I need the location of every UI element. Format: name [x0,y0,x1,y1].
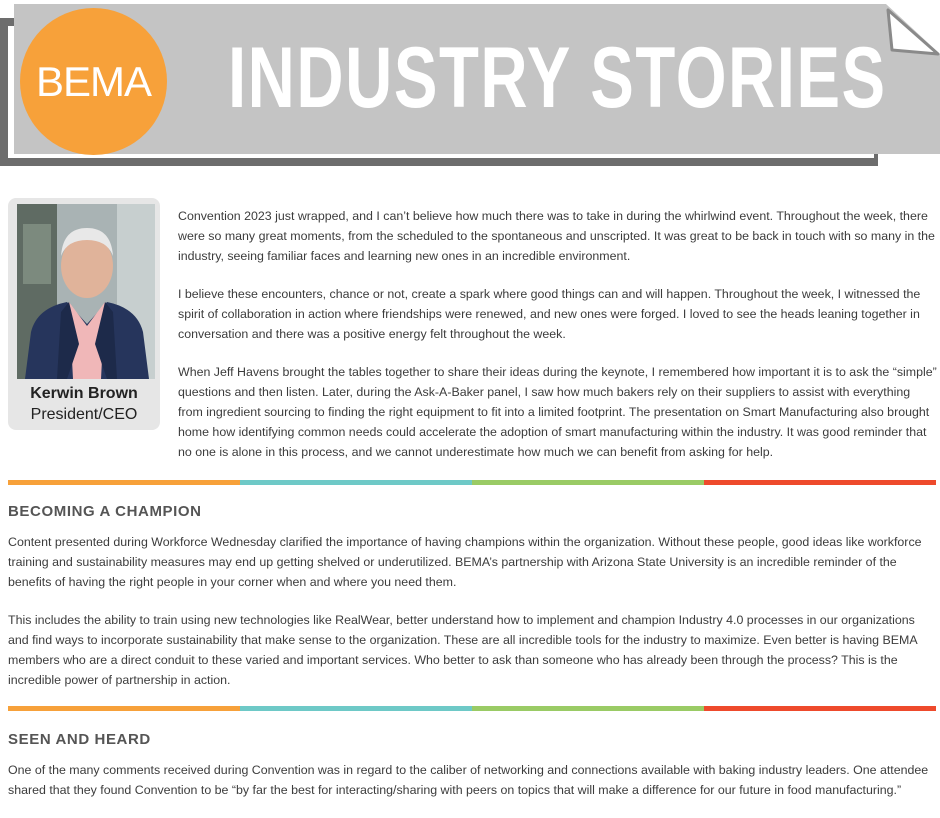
intro-paragraph: Convention 2023 just wrapped, and I can’t believe how much there was to take in during the whirlwind event. Throughout the week, there were so many great moments, from the scheduled to the spontaneous and unscripted. It was great to be back in touch with so many in the industry, seeing familiar faces and learning new ones in an incredible environment. [178,209,935,263]
section-body [8,532,936,708]
section-paragraph: Content presented during Workforce Wednesday clarified the importance of having champions within the organization. Without these people, good ideas like workforce training and sustainability measures may end up getting shelved or underutilized. BEMA’s partnership with Arizona State University is an incredible reminder of the benefits of having the right people in your corner when and where you need them. [8,535,922,589]
divider-segment-green [472,706,704,711]
section-heading: BECOMING A CHAMPION [8,503,202,520]
section-paragraph: This includes the ability to train using new technologies like RealWear, better understand how to implement and champion Industry 4.0 processes in our organizations and find ways to incorporate sustainability that make sense to the organization. These are all incredible tools for the industry to maximize. Even better is having BEMA members who are a direct conduit to these varied and important services. Who better to ask than someone who has already been through the process? This is the incredible power of partnership in action. [8,613,917,687]
section-paragraph: One of the many comments received during Convention was in regard to the caliber of networking and connections available with baking industry leaders. One attendee shared that they found Convention to be “by far the best for interacting/sharing with peers on topics that will make a difference for our future in food manufacturing.” [8,763,929,797]
divider-segment-orange [8,480,240,485]
divider-segment-green [472,480,704,485]
profile-role: President/CEO [30,406,138,423]
divider-segment-red [704,706,936,711]
logo-text: BEMA [35,57,152,105]
section-divider [8,706,936,711]
bema-logo [20,8,167,155]
profile-photo [17,204,155,379]
intro-paragraph: When Jeff Havens brought the tables together to share their ideas during the keynote, I remembered how important it is to ask the “simple” questions and then listen. Later, during the Ask-A-Baker panel, I saw how much bakers rely on their suppliers to assist with everything from ingredient sourcing to finding the right equipment to fit into a limited footprint. The presentation on Smart Manufacturing also brought home how identifying common needs could accelerate the adoption of smart manufacturing within the industry. It was good reminder that no one is alone in this process, and we cannot underestimate how much we can benefit from asking for help. [178,365,937,459]
divider-segment-red [704,480,936,485]
divider-segment-teal [240,706,472,711]
section-heading: SEEN AND HEARD [8,731,151,748]
profile-name: Kerwin Brown [30,385,138,402]
page-curl-icon [884,4,940,64]
section-body [8,760,936,818]
intro-paragraph: I believe these encounters, chance or not, create a spark where good things can and will happen. Throughout the week, I witnessed the spirit of collaboration in action where friendships were renewed, and new ones were forged. I loved to see the heads leaning together in conversation and there was a positive energy felt throughout the week. [178,287,921,341]
section-divider [8,480,936,485]
divider-segment-teal [240,480,472,485]
page-title: INDUSTRY STORIES [228,29,887,126]
intro-text [178,206,938,480]
divider-segment-orange [8,706,240,711]
